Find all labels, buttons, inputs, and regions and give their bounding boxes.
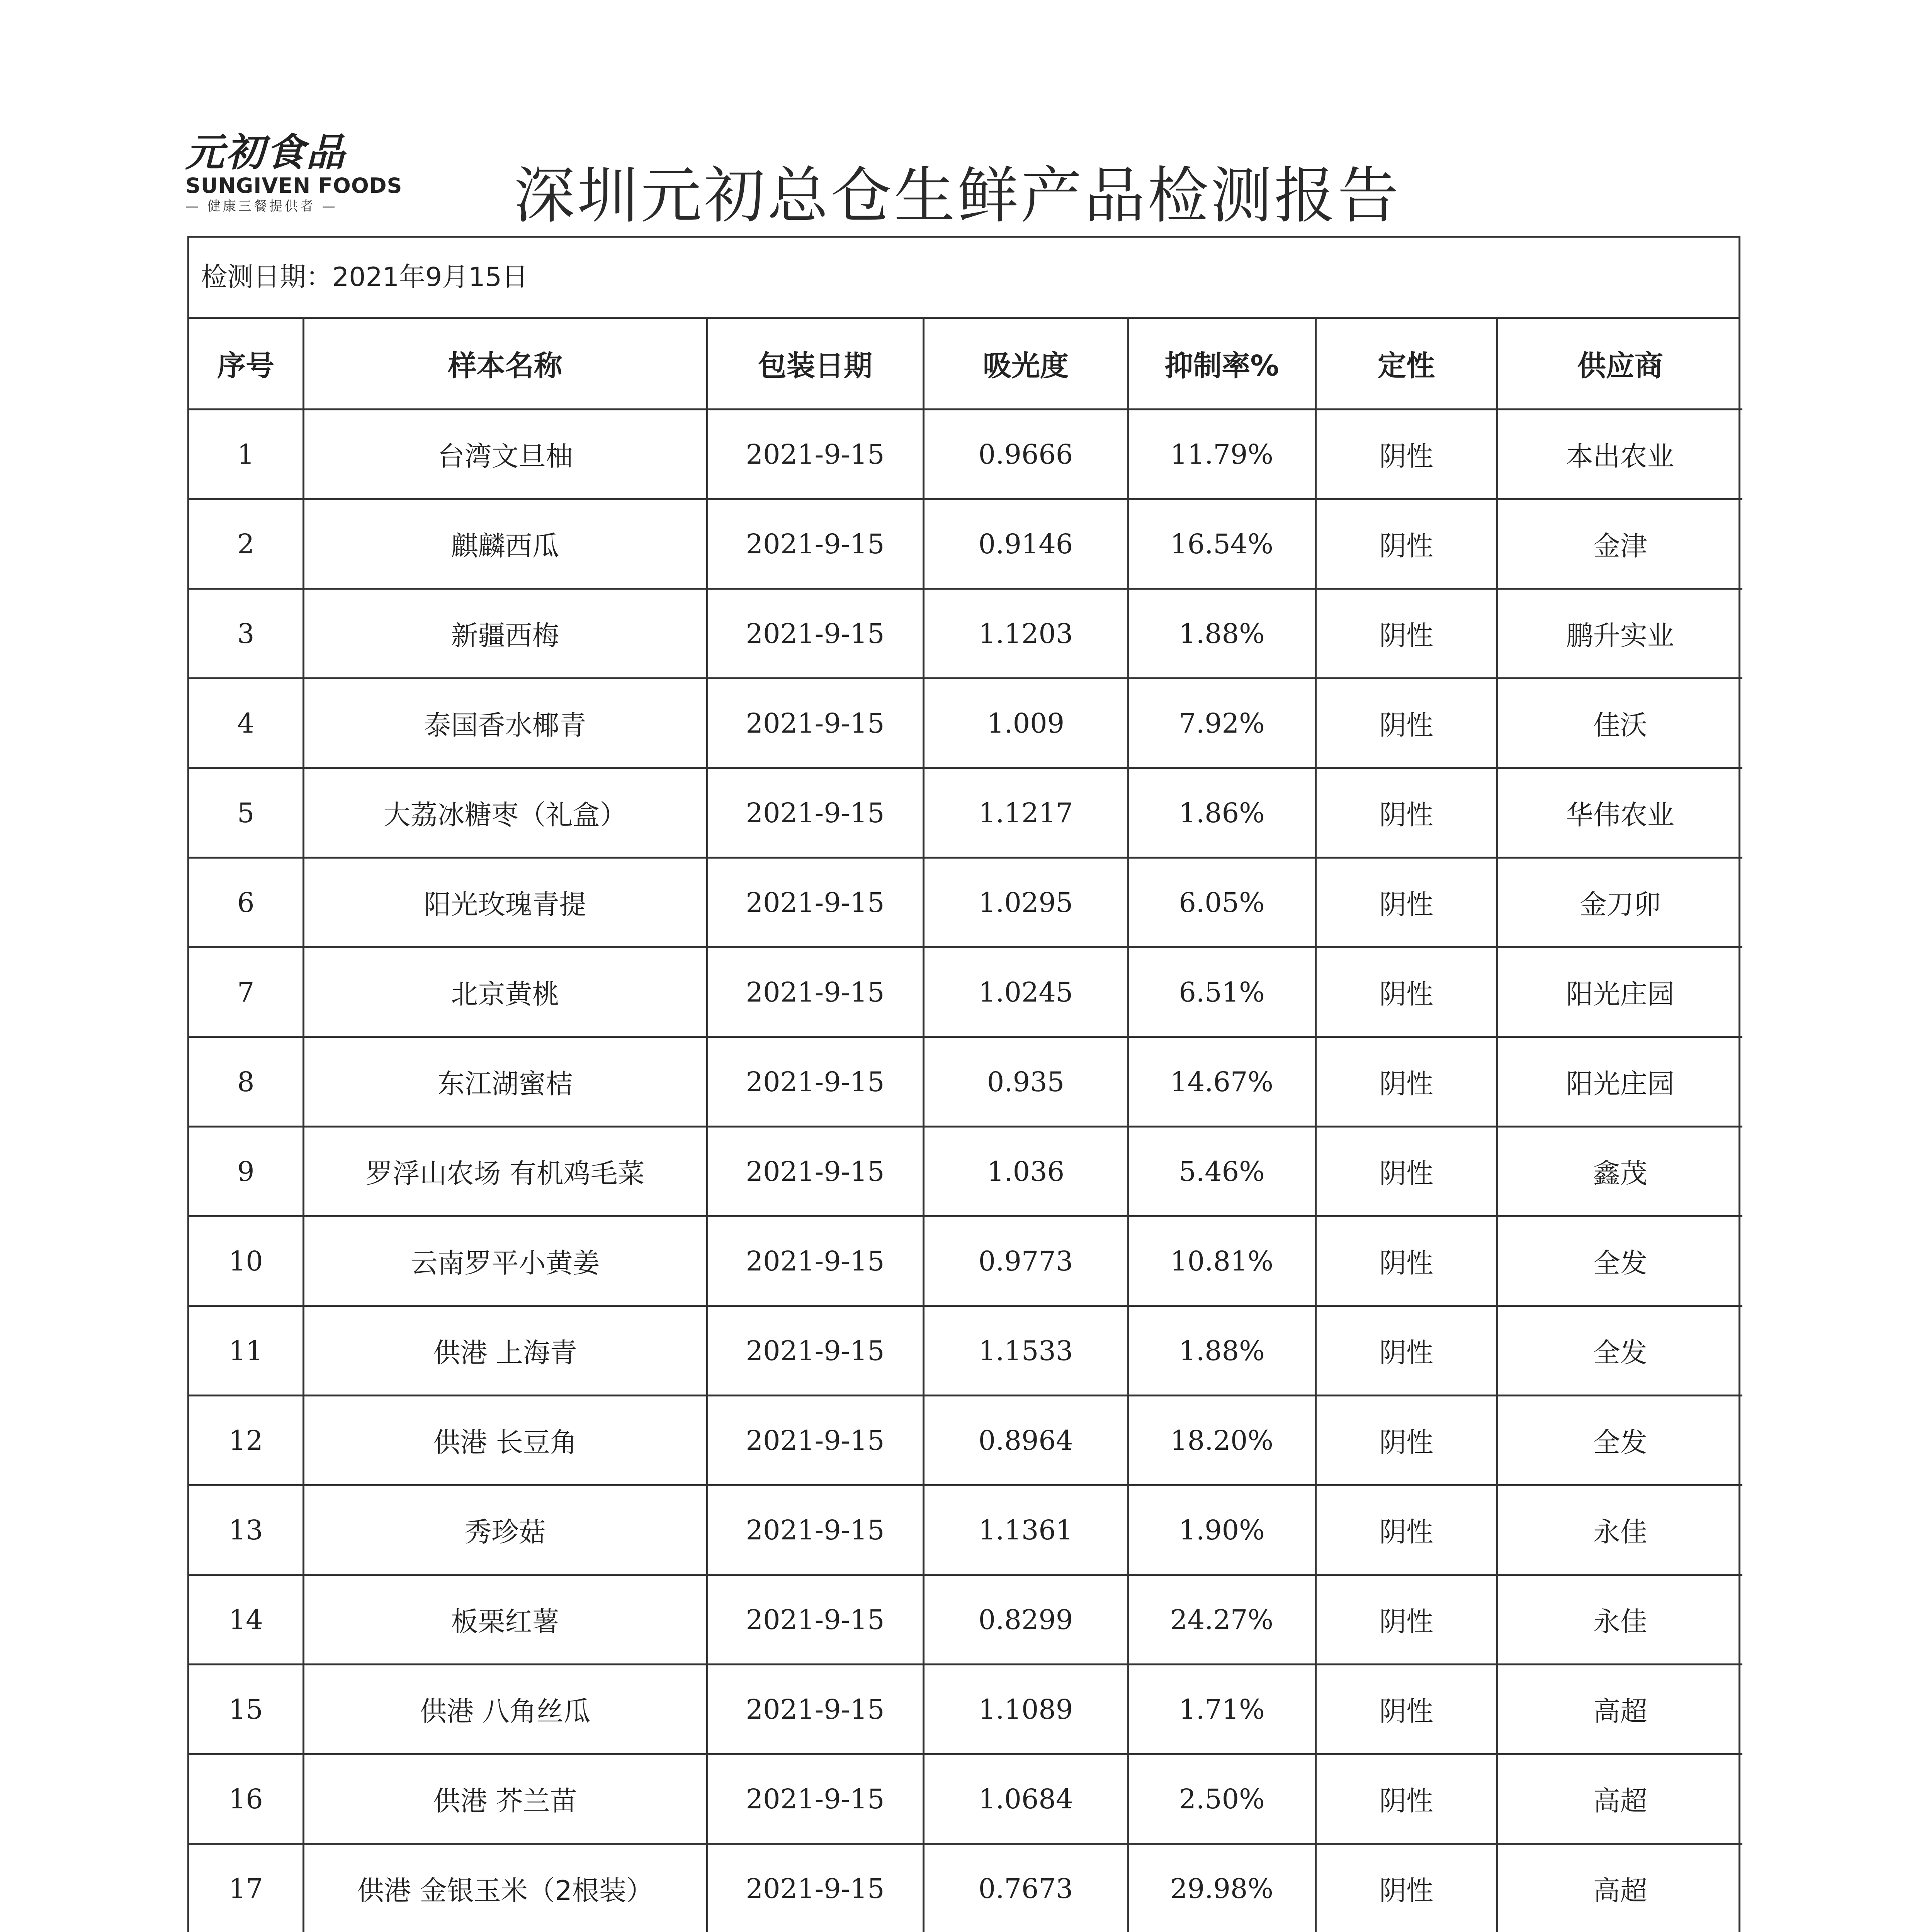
cell-inhibition: 10.81%: [1128, 1216, 1315, 1306]
cell-absorbance: 1.0245: [923, 947, 1128, 1037]
cell-inhibition: 6.05%: [1128, 858, 1315, 947]
cell-index: 12: [189, 1396, 303, 1485]
cell-index: 7: [189, 947, 303, 1037]
cell-pack-date: 2021-9-15: [707, 679, 923, 768]
cell-absorbance: 0.9666: [923, 410, 1128, 499]
cell-pack-date: 2021-9-15: [707, 858, 923, 947]
cell-absorbance: 1.1089: [923, 1665, 1128, 1754]
cell-index: 10: [189, 1216, 303, 1306]
cell-index: 8: [189, 1037, 303, 1127]
cell-index: 16: [189, 1754, 303, 1844]
cell-inhibition: 1.88%: [1128, 1306, 1315, 1396]
cell-index: 3: [189, 589, 303, 679]
cell-absorbance: 0.7673: [923, 1844, 1128, 1932]
cell-result: 阴性: [1315, 410, 1497, 499]
report-frame: [187, 236, 1740, 1932]
table-row: [189, 1216, 1742, 1306]
cell-result: 阴性: [1315, 1665, 1497, 1754]
cell-result: 阴性: [1315, 1127, 1497, 1216]
table-row: [189, 1037, 1742, 1127]
cell-inhibition: 1.90%: [1128, 1485, 1315, 1575]
cell-pack-date: 2021-9-15: [707, 1665, 923, 1754]
cell-sample-name: 云南罗平小黄姜: [303, 1216, 707, 1306]
cell-supplier: 全发: [1497, 1216, 1742, 1306]
cell-result: 阴性: [1315, 1396, 1497, 1485]
report-title: 深圳元初总仓生鲜产品检测报告: [514, 160, 1401, 231]
cell-index: 17: [189, 1844, 303, 1932]
cell-absorbance: 1.1361: [923, 1485, 1128, 1575]
cell-sample-name: 阳光玫瑰青提: [303, 858, 707, 947]
cell-absorbance: 1.0295: [923, 858, 1128, 947]
cell-supplier: 鑫茂: [1497, 1127, 1742, 1216]
cell-inhibition: 24.27%: [1128, 1575, 1315, 1665]
cell-sample-name: 台湾文旦柚: [303, 410, 707, 499]
cell-sample-name: 供港 长豆角: [303, 1396, 707, 1485]
cell-sample-name: 供港 八角丝瓜: [303, 1665, 707, 1754]
cell-supplier: 金刀卯: [1497, 858, 1742, 947]
cell-supplier: 阳光庄园: [1497, 1037, 1742, 1127]
cell-result: 阴性: [1315, 1037, 1497, 1127]
cell-absorbance: 1.0684: [923, 1754, 1128, 1844]
cell-result: 阴性: [1315, 858, 1497, 947]
cell-supplier: 永佳: [1497, 1575, 1742, 1665]
cell-inhibition: 14.67%: [1128, 1037, 1315, 1127]
cell-result: 阴性: [1315, 499, 1497, 589]
cell-result: 阴性: [1315, 1754, 1497, 1844]
header-absorbance: 吸光度: [923, 319, 1128, 410]
header-supplier: 供应商: [1497, 319, 1742, 410]
cell-sample-name: 板栗红薯: [303, 1575, 707, 1665]
cell-index: 5: [189, 768, 303, 858]
cell-pack-date: 2021-9-15: [707, 1037, 923, 1127]
cell-index: 2: [189, 499, 303, 589]
cell-sample-name: 大荔冰糖枣（礼盒）: [303, 768, 707, 858]
cell-supplier: 全发: [1497, 1396, 1742, 1485]
table-row: [189, 1485, 1742, 1575]
cell-pack-date: 2021-9-15: [707, 589, 923, 679]
cell-inhibition: 29.98%: [1128, 1844, 1315, 1932]
cell-index: 13: [189, 1485, 303, 1575]
cell-supplier: 永佳: [1497, 1485, 1742, 1575]
logo-mark: 元初食品: [185, 130, 346, 175]
cell-pack-date: 2021-9-15: [707, 1485, 923, 1575]
header-pack-date: 包装日期: [707, 319, 923, 410]
table-row: [189, 1396, 1742, 1485]
table-row: [189, 1754, 1742, 1844]
table-row: [189, 410, 1742, 499]
cell-supplier: 阳光庄园: [1497, 947, 1742, 1037]
cell-result: 阴性: [1315, 1306, 1497, 1396]
cell-result: 阴性: [1315, 1216, 1497, 1306]
cell-pack-date: 2021-9-15: [707, 1127, 923, 1216]
cell-absorbance: 1.1533: [923, 1306, 1128, 1396]
cell-sample-name: 泰国香水椰青: [303, 679, 707, 768]
cell-inhibition: 5.46%: [1128, 1127, 1315, 1216]
cell-absorbance: 1.1217: [923, 768, 1128, 858]
table-row: [189, 1575, 1742, 1665]
cell-index: 1: [189, 410, 303, 499]
test-date: 检测日期：2021年9月15日: [189, 238, 1739, 319]
table-row: [189, 499, 1742, 589]
cell-inhibition: 2.50%: [1128, 1754, 1315, 1844]
table-body: [189, 410, 1742, 1932]
table-row: [189, 858, 1742, 947]
cell-index: 15: [189, 1665, 303, 1754]
logo-english-name: SUNGIVEN FOODS: [185, 173, 403, 198]
cell-absorbance: 1.1203: [923, 589, 1128, 679]
cell-supplier: 佳沃: [1497, 679, 1742, 768]
cell-supplier: 鹏升实业: [1497, 589, 1742, 679]
table-row: [189, 768, 1742, 858]
cell-sample-name: 供港 金银玉米（2根装）: [303, 1844, 707, 1932]
cell-absorbance: 0.9773: [923, 1216, 1128, 1306]
cell-result: 阴性: [1315, 679, 1497, 768]
cell-result: 阴性: [1315, 1575, 1497, 1665]
header-index: 序号: [189, 319, 303, 410]
table-row: [189, 1665, 1742, 1754]
cell-result: 阴性: [1315, 589, 1497, 679]
table-row: [189, 1844, 1742, 1932]
header-inhibition: 抑制率%: [1128, 319, 1315, 410]
cell-pack-date: 2021-9-15: [707, 1754, 923, 1844]
cell-sample-name: 麒麟西瓜: [303, 499, 707, 589]
cell-absorbance: 0.8964: [923, 1396, 1128, 1485]
cell-index: 6: [189, 858, 303, 947]
table-row: [189, 679, 1742, 768]
table-header-row: [189, 319, 1742, 410]
cell-inhibition: 7.92%: [1128, 679, 1315, 768]
cell-index: 9: [189, 1127, 303, 1216]
company-logo: [185, 131, 425, 220]
cell-inhibition: 11.79%: [1128, 410, 1315, 499]
cell-result: 阴性: [1315, 947, 1497, 1037]
cell-inhibition: 18.20%: [1128, 1396, 1315, 1485]
cell-pack-date: 2021-9-15: [707, 499, 923, 589]
cell-absorbance: 1.036: [923, 1127, 1128, 1216]
header-result: 定性: [1315, 319, 1497, 410]
cell-inhibition: 1.88%: [1128, 589, 1315, 679]
cell-absorbance: 1.009: [923, 679, 1128, 768]
cell-pack-date: 2021-9-15: [707, 768, 923, 858]
cell-inhibition: 1.71%: [1128, 1665, 1315, 1754]
cell-pack-date: 2021-9-15: [707, 1306, 923, 1396]
cell-sample-name: 供港 芥兰苗: [303, 1754, 707, 1844]
cell-index: 4: [189, 679, 303, 768]
cell-result: 阴性: [1315, 1844, 1497, 1932]
cell-pack-date: 2021-9-15: [707, 410, 923, 499]
logo-slogan: — 健康三餐提供者 —: [185, 199, 338, 214]
cell-supplier: 高超: [1497, 1754, 1742, 1844]
cell-supplier: 高超: [1497, 1665, 1742, 1754]
cell-pack-date: 2021-9-15: [707, 1396, 923, 1485]
header-sample-name: 样本名称: [303, 319, 707, 410]
cell-inhibition: 6.51%: [1128, 947, 1315, 1037]
table-row: [189, 1127, 1742, 1216]
cell-pack-date: 2021-9-15: [707, 1216, 923, 1306]
cell-inhibition: 16.54%: [1128, 499, 1315, 589]
cell-pack-date: 2021-9-15: [707, 1844, 923, 1932]
cell-sample-name: 新疆西梅: [303, 589, 707, 679]
cell-inhibition: 1.86%: [1128, 768, 1315, 858]
cell-supplier: 金津: [1497, 499, 1742, 589]
cell-pack-date: 2021-9-15: [707, 1575, 923, 1665]
cell-supplier: 本出农业: [1497, 410, 1742, 499]
cell-absorbance: 0.9146: [923, 499, 1128, 589]
results-table: [189, 319, 1742, 1932]
cell-index: 11: [189, 1306, 303, 1396]
cell-sample-name: 北京黄桃: [303, 947, 707, 1037]
cell-supplier: 华伟农业: [1497, 768, 1742, 858]
cell-pack-date: 2021-9-15: [707, 947, 923, 1037]
cell-sample-name: 供港 上海青: [303, 1306, 707, 1396]
cell-absorbance: 0.935: [923, 1037, 1128, 1127]
table-row: [189, 589, 1742, 679]
cell-result: 阴性: [1315, 1485, 1497, 1575]
cell-sample-name: 秀珍菇: [303, 1485, 707, 1575]
cell-supplier: 高超: [1497, 1844, 1742, 1932]
cell-index: 14: [189, 1575, 303, 1665]
cell-absorbance: 0.8299: [923, 1575, 1128, 1665]
cell-sample-name: 东江湖蜜桔: [303, 1037, 707, 1127]
cell-result: 阴性: [1315, 768, 1497, 858]
cell-sample-name: 罗浮山农场 有机鸡毛菜: [303, 1127, 707, 1216]
cell-supplier: 全发: [1497, 1306, 1742, 1396]
table-row: [189, 947, 1742, 1037]
table-row: [189, 1306, 1742, 1396]
